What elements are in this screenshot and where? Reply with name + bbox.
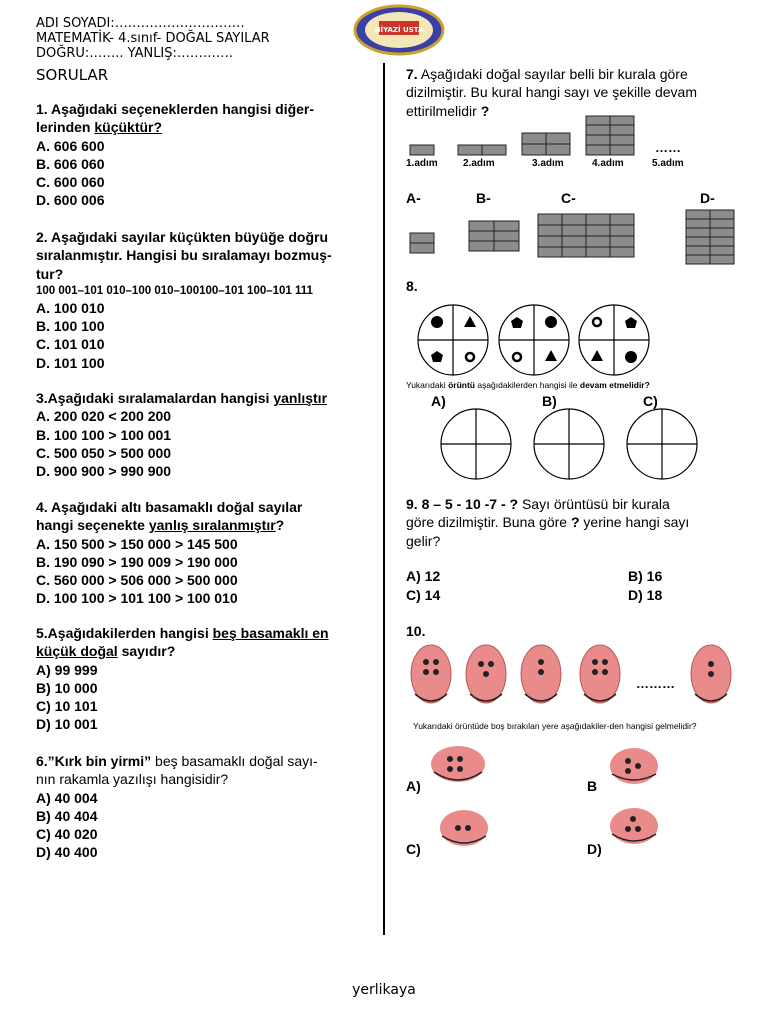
- q8-caption: Yukarıdaki örüntü aşağıdakilerden hangisi ile devam etmelidir?: [406, 380, 650, 390]
- q1-line1: 1. Aşağıdaki seçeneklerden hangisi diğer-: [36, 101, 315, 117]
- q1-option-a: A. 606 600: [36, 137, 105, 154]
- q9-option-a: A) 12: [406, 568, 441, 584]
- question-9: [406, 495, 761, 550]
- q3-option-c: C. 500 050 > 500 000: [36, 444, 172, 461]
- pentagon-shape: [511, 317, 523, 328]
- block: [469, 221, 494, 231]
- block: [482, 145, 506, 155]
- answer-face-a: [431, 746, 485, 782]
- q2-option-d: D. 101 100: [36, 354, 105, 371]
- block: [610, 214, 634, 225]
- q7-line3: ettirilmelidir ?: [406, 102, 490, 119]
- ring-shape: [593, 318, 601, 326]
- q7-option-b: B-: [476, 190, 491, 206]
- q3-option-d: D. 900 900 > 990 900: [36, 463, 172, 480]
- triangle-shape: [545, 350, 557, 361]
- block: [686, 219, 710, 228]
- block: [610, 225, 634, 236]
- q4-option-b: B. 190 090 > 190 009 > 190 000: [36, 553, 238, 570]
- block: [458, 145, 482, 155]
- q1-line2: lerinden küçüktür?: [36, 119, 163, 136]
- block: [686, 246, 710, 255]
- q2-option-a: A. 100 010: [36, 299, 105, 316]
- block: [710, 219, 734, 228]
- block: [410, 145, 434, 155]
- q7-step-5: 5.adım: [652, 158, 684, 169]
- block: [710, 237, 734, 246]
- q1-option-d: D. 600 006: [36, 192, 105, 209]
- q6-option-c: C) 40 020: [36, 826, 98, 843]
- q5-option-d: D) 10 001: [36, 716, 98, 733]
- q6-option-d: D) 40 400: [36, 844, 98, 861]
- q4-line1: 4. Aşağıdaki altı basamaklı doğal sayılar: [36, 499, 303, 515]
- block: [686, 237, 710, 246]
- block: [546, 144, 570, 155]
- face-4: [580, 645, 620, 703]
- block: [494, 231, 519, 241]
- face-6: [691, 645, 731, 703]
- block: [586, 247, 610, 257]
- q8-option-c: C): [643, 393, 658, 409]
- block: [494, 221, 519, 231]
- q1-option-b: B. 606 060: [36, 155, 105, 172]
- block: [586, 135, 610, 145]
- q2-line2: sıralanmıştır. Hangisi bu sıralamayı bozmuş-: [36, 247, 332, 264]
- block: [562, 225, 586, 236]
- block: [610, 135, 634, 145]
- block: [586, 225, 610, 236]
- q5-line2: küçük doğal sayıdır?: [36, 643, 176, 660]
- q10-option-d: D): [587, 841, 602, 857]
- q6-line2: nın rakamla yazılışı hangisidir?: [36, 771, 229, 788]
- face-1: [411, 645, 451, 703]
- subject-line: MATEMATİK- 4.sınıf- DOĞAL SAYILAR: [36, 31, 270, 46]
- block: [410, 243, 434, 253]
- q10-pattern: [0, 640, 768, 870]
- q10-option-a: A): [406, 778, 421, 794]
- q4-option-d: D. 100 100 > 101 100 > 100 010: [36, 590, 238, 607]
- block: [469, 241, 494, 251]
- q8-number: 8.: [406, 278, 418, 294]
- q7-step-2: 2.adım: [463, 158, 495, 169]
- block: [538, 225, 562, 236]
- q7-option-d: D-: [700, 190, 715, 206]
- block: [586, 145, 610, 155]
- logo-text: NİYAZİ USTA: [374, 26, 424, 34]
- q7-dots: ……: [655, 140, 681, 155]
- q2-option-b: B. 100 100: [36, 318, 105, 335]
- block: [686, 255, 710, 264]
- block: [710, 210, 734, 219]
- q10-option-b: B: [587, 778, 598, 794]
- ring-shape: [513, 353, 521, 361]
- block: [586, 214, 610, 225]
- q5-option-c: C) 10 101: [36, 698, 98, 715]
- face-3: [521, 645, 561, 703]
- q10-caption: Yukarıdaki örüntüde boş bırakılan yere aşağıdakiler-den hangisi gelmelidir?: [413, 721, 697, 731]
- block: [522, 133, 546, 144]
- dot-shape: [545, 316, 557, 328]
- ring-shape: [466, 353, 474, 361]
- block: [410, 233, 434, 243]
- score-line: DOĞRU:…….. YANLIŞ:………….: [36, 46, 234, 61]
- q2-line3: tur?: [36, 265, 64, 282]
- block: [469, 231, 494, 241]
- answer-face-c: [440, 810, 488, 846]
- q7-line2: dizilmiştir. Bu kural hangi sayı ve şekille devam: [406, 84, 698, 101]
- q7-step-3: 3.adım: [532, 158, 564, 169]
- q6-option-a: A) 40 004: [36, 789, 98, 806]
- pentagon-shape: [431, 351, 443, 362]
- block: [710, 255, 734, 264]
- q6-option-b: B) 40 404: [36, 807, 98, 824]
- block: [494, 241, 519, 251]
- q7-option-c: C-: [561, 190, 576, 206]
- q5-line1: 5.Aşağıdakilerden hangisi beş basamaklı en: [36, 625, 329, 641]
- block: [538, 214, 562, 225]
- block: [610, 247, 634, 257]
- q9-line3: gelir?: [406, 532, 441, 549]
- q7-option-a: A-: [406, 190, 421, 206]
- answer-face-d: [610, 808, 658, 844]
- block: [586, 125, 610, 135]
- q8-option-a: A): [431, 393, 446, 409]
- face-2: [466, 645, 506, 703]
- block: [710, 246, 734, 255]
- block: [522, 144, 546, 155]
- q6-line1: 6.”Kırk bin yirmi” beş basamaklı doğal sayı-: [36, 753, 318, 769]
- q8-option-b: B): [542, 393, 557, 409]
- block: [710, 228, 734, 237]
- q10-number: 10.: [406, 623, 426, 639]
- answer-face-b: [610, 748, 658, 784]
- q10-dots: ………: [636, 676, 675, 691]
- block: [610, 145, 634, 155]
- block: [686, 228, 710, 237]
- block: [538, 236, 562, 247]
- name-line: ADI SOYADI:…………………………: [36, 16, 245, 31]
- q5-option-b: B) 10 000: [36, 679, 98, 696]
- q1-option-c: C. 600 060: [36, 174, 105, 191]
- triangle-shape: [464, 316, 476, 327]
- pentagon-shape: [625, 317, 637, 328]
- block: [562, 247, 586, 257]
- block: [686, 210, 710, 219]
- q5-option-a: A) 99 999: [36, 661, 98, 678]
- q10-option-c: C): [406, 841, 421, 857]
- q3-option-b: B. 100 100 > 100 001: [36, 426, 172, 443]
- block: [586, 236, 610, 247]
- q7-line1: 7. Aşağıdaki doğal sayılar belli bir kurala göre: [406, 66, 688, 82]
- q4-option-c: C. 560 000 > 506 000 > 500 000: [36, 572, 238, 589]
- q7-step-4: 4.adım: [592, 158, 624, 169]
- block: [610, 236, 634, 247]
- dot-shape: [625, 351, 637, 363]
- block: [562, 236, 586, 247]
- q9-line1: 9. 8 – 5 - 10 -7 - ? Sayı örüntüsü bir kurala: [406, 496, 670, 512]
- q2-sequence: 100 001–101 010–100 010–100100–101 100–101 111: [36, 284, 313, 297]
- block: [562, 214, 586, 225]
- q3-line1: 3.Aşağıdaki sıralamalardan hangisi yanlıştır: [36, 390, 328, 406]
- block: [610, 116, 634, 125]
- block: [538, 247, 562, 257]
- q4-line2: hangi seçenekte yanlış sıralanmıştır?: [36, 517, 285, 534]
- question-4: [36, 498, 376, 608]
- q2-line1: 2. Aşağıdaki sayılar küçükten büyüğe doğru: [36, 229, 329, 245]
- q9-line2: göre dizilmiştir. Buna göre ? yerine hangi sayı: [406, 514, 690, 531]
- q7-block-pattern: [0, 0, 768, 280]
- footer-author: yerlikaya: [352, 982, 416, 998]
- q9-option-b: B) 16: [628, 568, 663, 584]
- q2-option-c: C. 101 010: [36, 336, 105, 353]
- q7-step-1: 1.adım: [406, 158, 438, 169]
- block: [546, 133, 570, 144]
- q8-pattern: [0, 300, 768, 480]
- q3-option-a: A. 200 020 < 200 200: [36, 408, 172, 425]
- q9-option-d: D) 18: [628, 587, 663, 603]
- section-title: SORULAR: [36, 66, 109, 84]
- q4-option-a: A. 150 500 > 150 000 > 145 500: [36, 535, 238, 552]
- block: [610, 125, 634, 135]
- block: [586, 116, 610, 125]
- triangle-shape: [591, 350, 603, 361]
- dot-shape: [431, 316, 443, 328]
- q9-option-c: C) 14: [406, 587, 441, 603]
